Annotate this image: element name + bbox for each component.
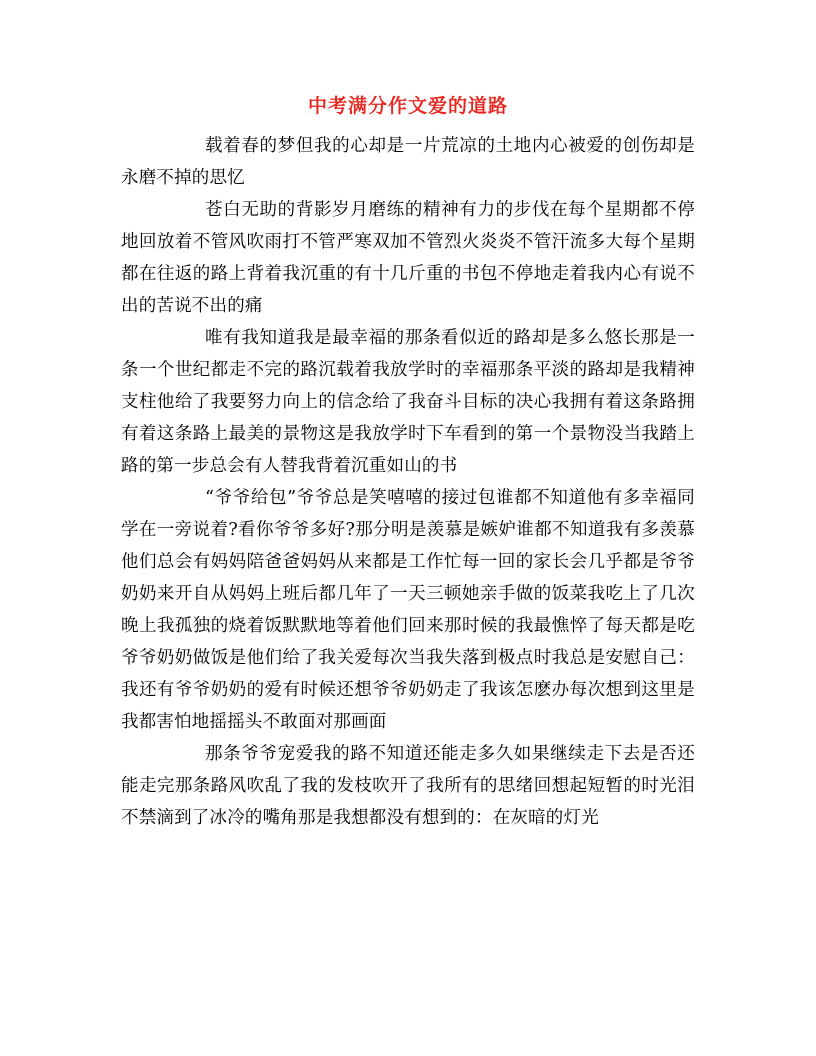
document-title: 中考满分作文爱的道路 bbox=[307, 95, 508, 117]
paragraph-2: 苍白无助的背影岁月磨练的精神有力的步伐在每个星期都不停地回放着不管风吹雨打不管严寒双加不管烈火炎炎不管汗流多大每个星期都在往返的路上背着我沉重的有十几斤重的书包不停地走着我内心有说不出的苦说不出的痛 bbox=[121, 200, 695, 316]
paragraph-4: “爷爷给包”爷爷总是笑嘻嘻的接过包谁都不知道他有多幸福同学在一旁说着?看你爷爷多好?那分明是羡慕是嫉妒谁都不知道我有多羡慕他们总会有妈妈陪爸爸妈妈从来都是工作忙每一回的家长会几乎都是爷爷奶奶来开自从妈妈上班后都几年了一天三顿她亲手做的饭菜我吃上了几次晚上我孤独的烧着饭默默地等着他们回来那时候的我最憔悴了每天都是吃爷爷奶奶做饭是他们给了我关爱每次当我失落到极点时我总是安慰自己：我还有爷爷奶奶的爱有时候还想爷爷奶奶走了我该怎麽办每次想到这里是我都害怕地摇摇头不敢面对那画面 bbox=[121, 488, 695, 732]
paragraph-1: 载着春的梦但我的心却是一片荒凉的土地内心被爱的创伤却是永磨不掉的思忆 bbox=[121, 136, 695, 188]
paragraph-5: 那条爷爷宠爱我的路不知道还能走多久如果继续走下去是否还能走完那条路风吹乱了我的发枝吹开了我所有的思绪回想起短暂的时光泪不禁滴到了冰冷的嘴角那是我想都没有想到的：在灰暗的灯光 bbox=[121, 744, 695, 828]
paragraph-3: 唯有我知道我是最幸福的那条看似近的路却是多么悠长那是一条一个世纪都走不完的路沉载着我放学时的幸福那条平淡的路却是我精神支柱他给了我要努力向上的信念给了我奋斗目标的决心我拥有着这条路拥有着这条路上最美的景物这是我放学时下车看到的第一个景物没当我踏上路的第一步总会有人替我背着沉重如山的书 bbox=[121, 328, 695, 476]
document-body bbox=[121, 130, 695, 834]
